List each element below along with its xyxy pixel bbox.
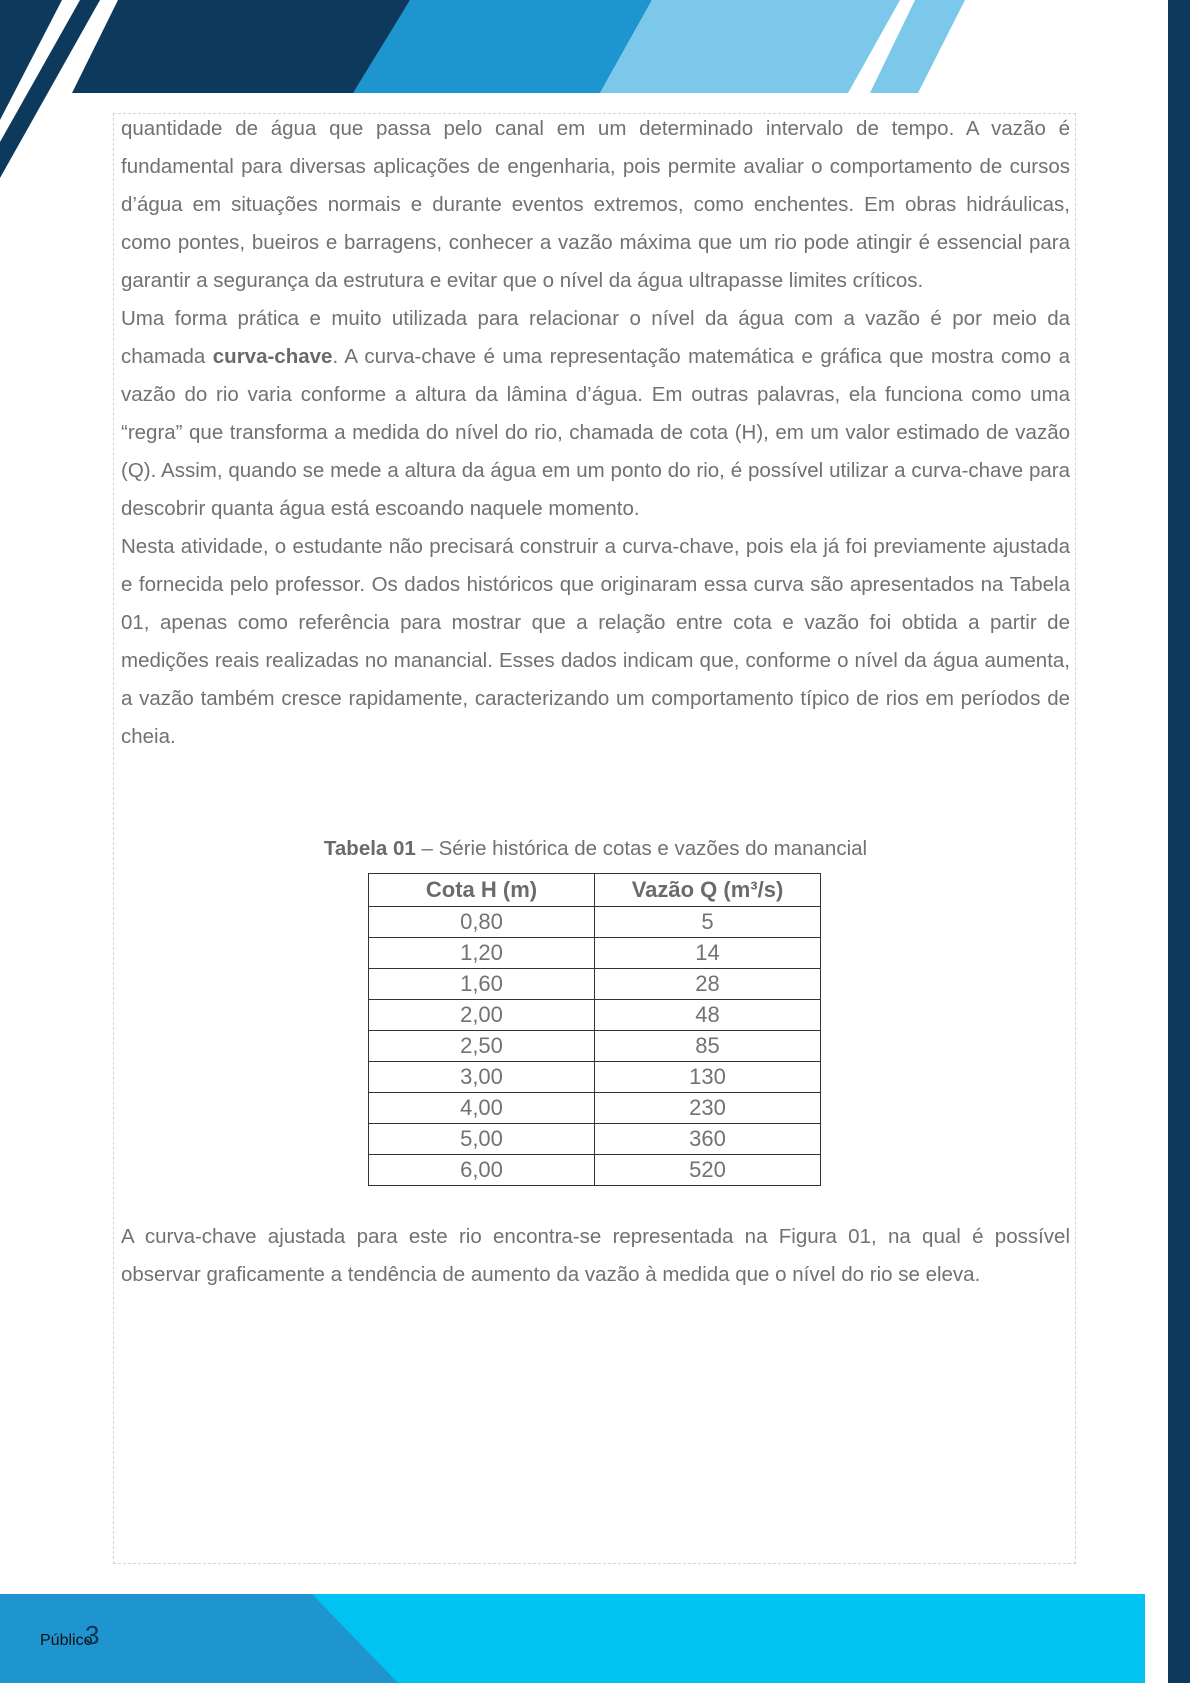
table-row <box>369 1124 821 1155</box>
cell-cota: 3,00 <box>369 1062 595 1093</box>
cell-cota: 2,50 <box>369 1031 595 1062</box>
bold-term: curva-chave <box>212 345 333 368</box>
table-row <box>369 1093 821 1124</box>
data-table <box>368 873 821 1186</box>
paragraph-4: A curva-chave ajustada para este rio encontra-se representada na Figura 01, na qual é possível observar graficamente a tendência de aumento da vazão à medida que o nível do rio se eleva. <box>121 1225 1070 1286</box>
table-row <box>369 969 821 1000</box>
paragraph-3: Nesta atividade, o estudante não precisará construir a curva-chave, pois ela já foi previamente ajustada e fornecida pelo professor. Os dados históricos que originaram essa curva são apresentados na Tabela 01, apenas como referência para mostrar que a relação entre cota e vazão foi obtida a partir de medições reais realizadas no manancial. Esses dados indicam que, conforme o nível da água aumenta, a vazão também cresce rapidamente, caracterizando um comportamento típico de rios em períodos de cheia. <box>121 535 1070 748</box>
footer-decoration <box>0 1594 1145 1683</box>
cell-vazao: 48 <box>595 1000 821 1031</box>
cell-vazao: 5 <box>595 907 821 938</box>
header-vazao: Vazão Q (m³/s) <box>595 874 821 907</box>
cell-cota: 1,20 <box>369 938 595 969</box>
header-cota: Cota H (m) <box>369 874 595 907</box>
cell-vazao: 130 <box>595 1062 821 1093</box>
table-row <box>369 1000 821 1031</box>
cell-vazao: 28 <box>595 969 821 1000</box>
cell-cota: 4,00 <box>369 1093 595 1124</box>
table-row <box>369 1031 821 1062</box>
cell-vazao: 14 <box>595 938 821 969</box>
cell-cota: 2,00 <box>369 1000 595 1031</box>
body-text-after-table <box>121 1218 1070 1294</box>
table-header-row <box>369 874 821 907</box>
table-row <box>369 938 821 969</box>
table-row <box>369 1062 821 1093</box>
cell-cota: 1,60 <box>369 969 595 1000</box>
cell-vazao: 230 <box>595 1093 821 1124</box>
cell-vazao: 85 <box>595 1031 821 1062</box>
cell-cota: 5,00 <box>369 1124 595 1155</box>
classification-label: Público <box>40 1632 93 1649</box>
cell-cota: 0,80 <box>369 907 595 938</box>
paragraph-1: quantidade de água que passa pelo canal em um determinado intervalo de tempo. A vazão é fundamental para diversas aplicações de engenharia, pois permite avaliar o comportamento de cursos d’água em situações normais e durante eventos extremos, como enchentes. Em obras hidráulicas, como pontes, bueiros e barragens, conhecer a vazão máxima que um rio pode atingir é essencial para garantir a segurança da estrutura e evitar que o nível da água ultrapasse limites críticos. <box>121 117 1070 292</box>
table-caption: Tabela 01 – Série histórica de cotas e vazões do manancial <box>323 837 868 860</box>
body-text <box>121 110 1070 756</box>
cell-vazao: 520 <box>595 1155 821 1186</box>
right-edge-stripe <box>1168 0 1190 1683</box>
table-row <box>369 1155 821 1186</box>
page-number: 3 <box>85 1620 100 1650</box>
cell-cota: 6,00 <box>369 1155 595 1186</box>
table-row <box>369 907 821 938</box>
paragraph-2: Uma forma prática e muito utilizada para relacionar o nível da água com a vazão é por meio da chamada curva-chave. A curva-chave é uma representação matemática e gráfica que mostra como a vazão do rio varia conforme a altura da lâmina d’água. Em outras palavras, ela funciona como uma “regra” que transforma a medida do nível do rio, chamada de cota (H), em um valor estimado de vazão (Q). Assim, quando se mede a altura da água em um ponto do rio, é possível utilizar a curva-chave para descobrir quanta água está escoando naquele momento. <box>121 307 1070 520</box>
cell-vazao: 360 <box>595 1124 821 1155</box>
